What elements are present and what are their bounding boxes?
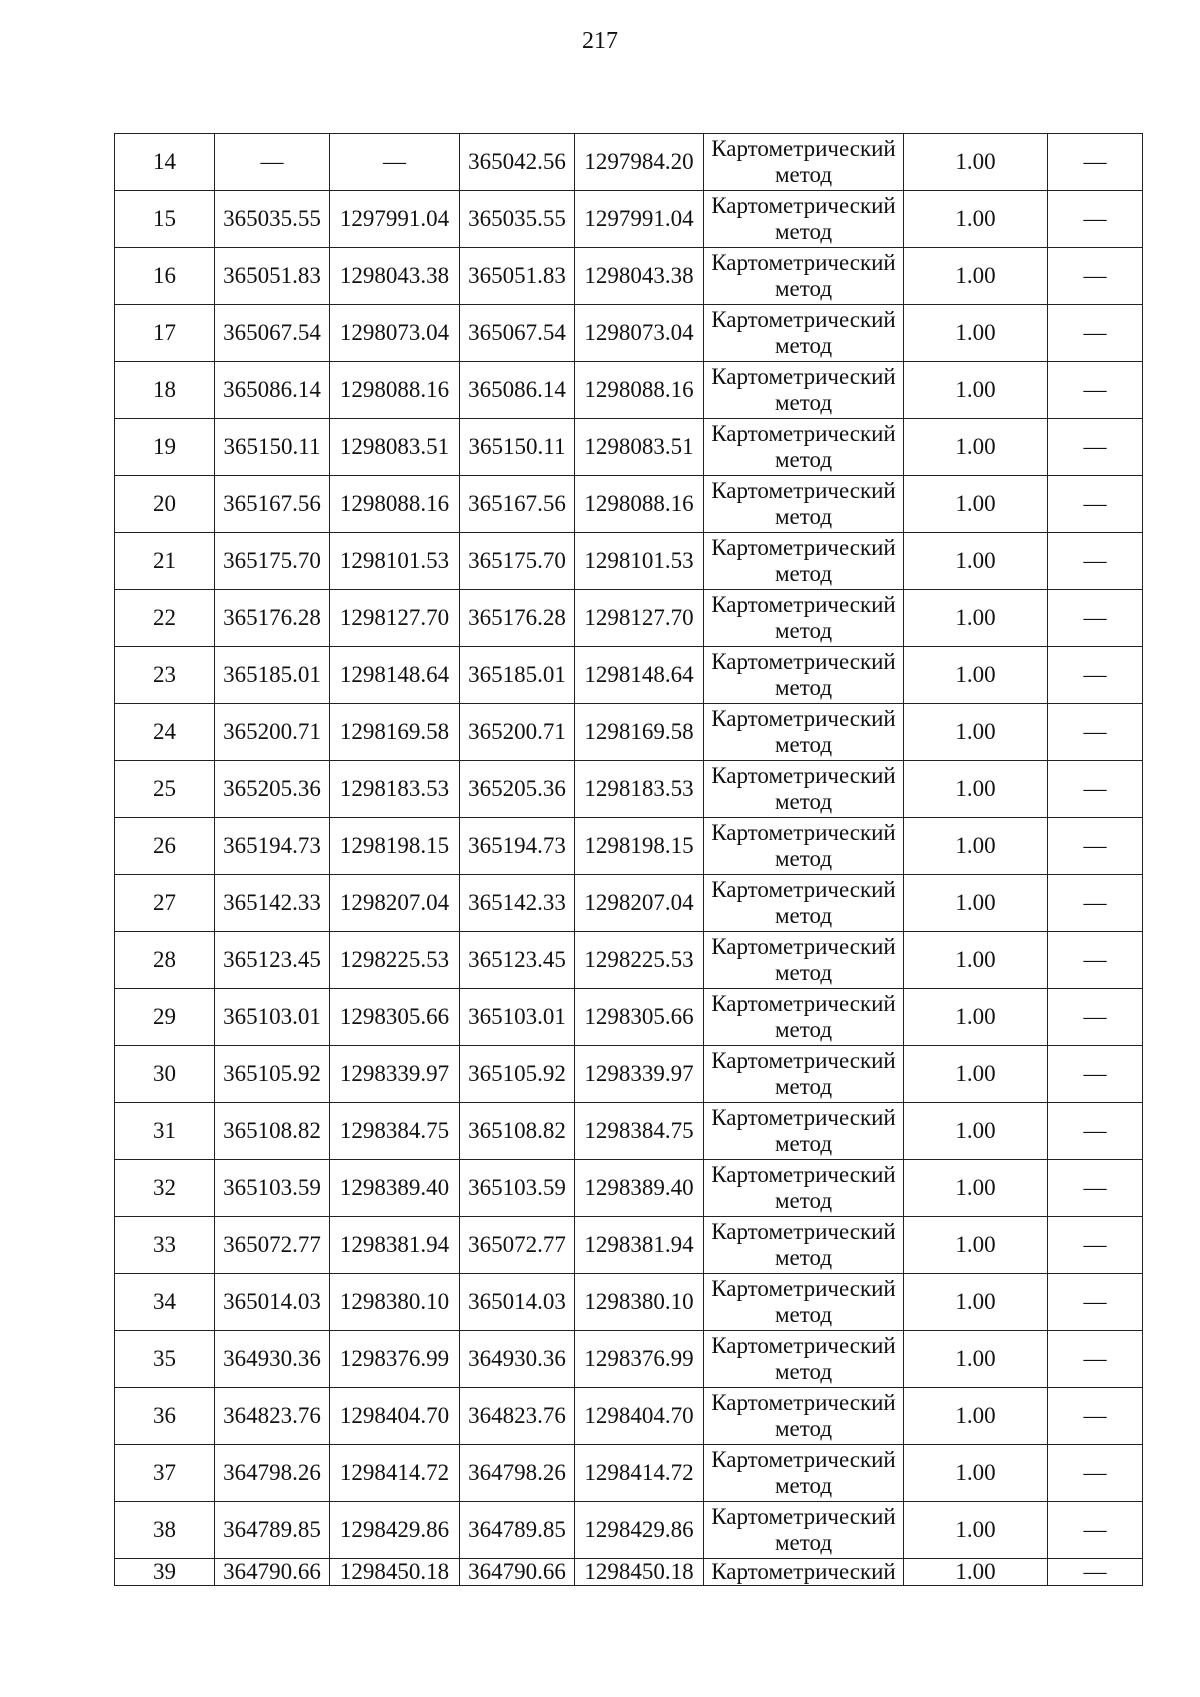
existing-x-cell: 365067.54: [215, 305, 330, 362]
new-y-cell: 1298169.58: [575, 704, 704, 761]
method-line-1: Картометрический: [711, 820, 896, 845]
existing-x-cell: 365103.01: [215, 989, 330, 1046]
method-line-1: Картометрический: [711, 1276, 896, 1301]
existing-y-cell: —: [330, 134, 460, 191]
method-cell: [704, 1103, 904, 1160]
point-number-cell: 21: [115, 533, 215, 590]
existing-x-cell: 365185.01: [215, 647, 330, 704]
new-y-cell: 1298339.97: [575, 1046, 704, 1103]
new-y-cell: 1298404.70: [575, 1388, 704, 1445]
table-row: [115, 248, 1143, 305]
new-x-cell: 365200.71: [460, 704, 575, 761]
existing-x-cell: 365142.33: [215, 875, 330, 932]
existing-y-cell: 1298127.70: [330, 590, 460, 647]
point-number-cell: 33: [115, 1217, 215, 1274]
method-line-1: Картометрический: [711, 136, 896, 161]
method-line-2: метод: [774, 846, 833, 871]
accuracy-cell: 1.00: [904, 818, 1048, 875]
new-y-cell: 1297991.04: [575, 191, 704, 248]
method-line-2: метод: [774, 1188, 833, 1213]
method-line-1: Картометрический: [711, 250, 896, 275]
method-cell: [704, 989, 904, 1046]
accuracy-cell: 1.00: [904, 590, 1048, 647]
new-x-cell: 365103.59: [460, 1160, 575, 1217]
table-row: [115, 1217, 1143, 1274]
existing-x-cell: 365205.36: [215, 761, 330, 818]
table-row: [115, 875, 1143, 932]
accuracy-cell: 1.00: [904, 704, 1048, 761]
method-line-1: Картометрический: [711, 592, 896, 617]
note-cell: —: [1048, 704, 1143, 761]
method-line-2: метод: [774, 504, 833, 529]
table-row: [115, 932, 1143, 989]
accuracy-cell: 1.00: [904, 1217, 1048, 1274]
accuracy-cell: 1.00: [904, 932, 1048, 989]
existing-y-cell: 1298404.70: [330, 1388, 460, 1445]
existing-y-cell: 1298148.64: [330, 647, 460, 704]
method-line-1: Картометрический: [711, 421, 896, 446]
new-x-cell: 364930.36: [460, 1331, 575, 1388]
note-cell: —: [1048, 134, 1143, 191]
new-y-cell: 1298043.38: [575, 248, 704, 305]
method-line-1: Картометрический: [711, 706, 896, 731]
existing-x-cell: 365103.59: [215, 1160, 330, 1217]
existing-x-cell: 365176.28: [215, 590, 330, 647]
existing-y-cell: 1298389.40: [330, 1160, 460, 1217]
existing-x-cell: 365051.83: [215, 248, 330, 305]
existing-y-cell: 1297991.04: [330, 191, 460, 248]
method-line-2: метод: [774, 1131, 833, 1156]
method-line-2: метод: [774, 447, 833, 472]
new-x-cell: 365167.56: [460, 476, 575, 533]
method-cell: [704, 305, 904, 362]
point-number-cell: 36: [115, 1388, 215, 1445]
new-y-cell: 1298101.53: [575, 533, 704, 590]
existing-x-cell: 365123.45: [215, 932, 330, 989]
existing-y-cell: 1298088.16: [330, 476, 460, 533]
point-number-cell: 34: [115, 1274, 215, 1331]
method-line-1: Картометрический: [711, 763, 896, 788]
method-line-1: Картометрический: [711, 535, 896, 560]
method-line-2: метод: [774, 390, 833, 415]
method-line-1: Картометрический: [711, 1504, 896, 1529]
method-line-1: Картометрический: [711, 1333, 896, 1358]
note-cell: —: [1048, 1502, 1143, 1559]
new-y-cell: 1298381.94: [575, 1217, 704, 1274]
point-number-cell: 15: [115, 191, 215, 248]
method-cell: [704, 590, 904, 647]
accuracy-cell: 1.00: [904, 191, 1048, 248]
method-line-2: метод: [774, 333, 833, 358]
new-y-cell: 1298376.99: [575, 1331, 704, 1388]
table-row: [115, 533, 1143, 590]
existing-x-cell: 364790.66: [215, 1559, 330, 1586]
note-cell: —: [1048, 419, 1143, 476]
coordinates-table: [114, 133, 1143, 1586]
method-line-2: метод: [774, 1473, 833, 1498]
method-line-2: метод: [774, 1017, 833, 1042]
accuracy-cell: 1.00: [904, 647, 1048, 704]
method-line-1: Картометрический: [711, 1105, 896, 1130]
table-row: [115, 134, 1143, 191]
point-number-cell: 35: [115, 1331, 215, 1388]
point-number-cell: 37: [115, 1445, 215, 1502]
method-cell: [704, 647, 904, 704]
method-cell: [704, 761, 904, 818]
method-line-1: Картометрический: [711, 991, 896, 1016]
table-row: [115, 989, 1143, 1046]
table-row: [115, 1046, 1143, 1103]
method-cell: [704, 362, 904, 419]
existing-y-cell: 1298043.38: [330, 248, 460, 305]
method-line-1: Картометрический: [711, 649, 896, 674]
note-cell: —: [1048, 932, 1143, 989]
new-y-cell: 1298389.40: [575, 1160, 704, 1217]
table-row: [115, 1445, 1143, 1502]
table-row: [115, 362, 1143, 419]
table-row: [115, 1160, 1143, 1217]
method-line-2: метод: [774, 618, 833, 643]
point-number-cell: 16: [115, 248, 215, 305]
method-line-2: метод: [774, 1359, 833, 1384]
table-body: [115, 134, 1143, 1586]
existing-y-cell: 1298083.51: [330, 419, 460, 476]
accuracy-cell: 1.00: [904, 989, 1048, 1046]
method-cell: [704, 1046, 904, 1103]
table-row: [115, 704, 1143, 761]
method-cell: [704, 932, 904, 989]
method-cell: [704, 1502, 904, 1559]
new-x-cell: 365086.14: [460, 362, 575, 419]
point-number-cell: 29: [115, 989, 215, 1046]
new-y-cell: 1298380.10: [575, 1274, 704, 1331]
existing-y-cell: 1298073.04: [330, 305, 460, 362]
existing-y-cell: 1298384.75: [330, 1103, 460, 1160]
new-x-cell: 365042.56: [460, 134, 575, 191]
existing-y-cell: 1298207.04: [330, 875, 460, 932]
note-cell: —: [1048, 590, 1143, 647]
existing-x-cell: 365175.70: [215, 533, 330, 590]
method-cell: [704, 1160, 904, 1217]
table-row: [115, 1103, 1143, 1160]
note-cell: —: [1048, 1103, 1143, 1160]
table-row: [115, 476, 1143, 533]
method-cell: [704, 134, 904, 191]
method-cell: [704, 1331, 904, 1388]
new-y-cell: 1298384.75: [575, 1103, 704, 1160]
method-line-2: метод: [774, 1245, 833, 1270]
existing-y-cell: 1298169.58: [330, 704, 460, 761]
accuracy-cell: 1.00: [904, 533, 1048, 590]
existing-y-cell: 1298305.66: [330, 989, 460, 1046]
existing-x-cell: 365086.14: [215, 362, 330, 419]
table-row: [115, 1274, 1143, 1331]
method-line-1: Картометрический: [711, 1447, 896, 1472]
accuracy-cell: 1.00: [904, 1445, 1048, 1502]
new-x-cell: 364789.85: [460, 1502, 575, 1559]
note-cell: —: [1048, 989, 1143, 1046]
method-line-2: метод: [774, 903, 833, 928]
accuracy-cell: 1.00: [904, 1103, 1048, 1160]
method-cell: [704, 1217, 904, 1274]
method-cell: [704, 191, 904, 248]
method-cell: [704, 1274, 904, 1331]
method-line-1: Картометрический: [711, 1048, 896, 1073]
point-number-cell: 17: [115, 305, 215, 362]
method-line-2: метод: [774, 162, 833, 187]
point-number-cell: 32: [115, 1160, 215, 1217]
new-y-cell: 1298127.70: [575, 590, 704, 647]
new-x-cell: 365142.33: [460, 875, 575, 932]
existing-x-cell: 365200.71: [215, 704, 330, 761]
point-number-cell: 25: [115, 761, 215, 818]
existing-x-cell: —: [215, 134, 330, 191]
new-y-cell: 1298414.72: [575, 1445, 704, 1502]
method-line-2: метод: [774, 732, 833, 757]
note-cell: —: [1048, 191, 1143, 248]
new-y-cell: 1298088.16: [575, 476, 704, 533]
method-line-1: Картометрический: [711, 877, 896, 902]
point-number-cell: 23: [115, 647, 215, 704]
note-cell: —: [1048, 1046, 1143, 1103]
new-x-cell: 365194.73: [460, 818, 575, 875]
accuracy-cell: 1.00: [904, 1559, 1048, 1586]
new-y-cell: 1298225.53: [575, 932, 704, 989]
table-row: [115, 191, 1143, 248]
method-cell: [704, 875, 904, 932]
accuracy-cell: 1.00: [904, 362, 1048, 419]
accuracy-cell: 1.00: [904, 419, 1048, 476]
point-number-cell: 19: [115, 419, 215, 476]
accuracy-cell: 1.00: [904, 875, 1048, 932]
existing-x-cell: 365167.56: [215, 476, 330, 533]
accuracy-cell: 1.00: [904, 1331, 1048, 1388]
method-line-2: метод: [774, 1302, 833, 1327]
existing-y-cell: 1298225.53: [330, 932, 460, 989]
note-cell: —: [1048, 1445, 1143, 1502]
new-x-cell: 365103.01: [460, 989, 575, 1046]
new-y-cell: 1298148.64: [575, 647, 704, 704]
table-row: [115, 590, 1143, 647]
note-cell: —: [1048, 248, 1143, 305]
accuracy-cell: 1.00: [904, 1046, 1048, 1103]
accuracy-cell: 1.00: [904, 248, 1048, 305]
existing-x-cell: 365014.03: [215, 1274, 330, 1331]
existing-x-cell: 365072.77: [215, 1217, 330, 1274]
method-cell: [704, 533, 904, 590]
new-y-cell: 1298088.16: [575, 362, 704, 419]
existing-y-cell: 1298414.72: [330, 1445, 460, 1502]
method-line-2: метод: [774, 1416, 833, 1441]
point-number-cell: 18: [115, 362, 215, 419]
method-line-2: метод: [774, 276, 833, 301]
page-number: 217: [582, 28, 618, 54]
method-cell: [704, 1388, 904, 1445]
existing-y-cell: 1298101.53: [330, 533, 460, 590]
note-cell: —: [1048, 533, 1143, 590]
table-row: [115, 647, 1143, 704]
accuracy-cell: 1.00: [904, 1160, 1048, 1217]
existing-y-cell: 1298429.86: [330, 1502, 460, 1559]
new-x-cell: 364798.26: [460, 1445, 575, 1502]
point-number-cell: 26: [115, 818, 215, 875]
existing-y-cell: 1298376.99: [330, 1331, 460, 1388]
note-cell: —: [1048, 476, 1143, 533]
point-number-cell: 24: [115, 704, 215, 761]
point-number-cell: 22: [115, 590, 215, 647]
method-cell: [704, 476, 904, 533]
new-y-cell: 1298450.18: [575, 1559, 704, 1586]
existing-x-cell: 364789.85: [215, 1502, 330, 1559]
point-number-cell: 20: [115, 476, 215, 533]
existing-x-cell: 365150.11: [215, 419, 330, 476]
new-x-cell: 364790.66: [460, 1559, 575, 1586]
table-row: [115, 761, 1143, 818]
new-x-cell: 365176.28: [460, 590, 575, 647]
accuracy-cell: 1.00: [904, 1388, 1048, 1445]
new-y-cell: 1298198.15: [575, 818, 704, 875]
new-x-cell: 365067.54: [460, 305, 575, 362]
table-row: [115, 419, 1143, 476]
method-line-1: Картометрический: [711, 364, 896, 389]
note-cell: —: [1048, 1274, 1143, 1331]
table-row: [115, 1388, 1143, 1445]
new-y-cell: 1298183.53: [575, 761, 704, 818]
existing-y-cell: 1298381.94: [330, 1217, 460, 1274]
method-cell: [704, 704, 904, 761]
new-x-cell: 364823.76: [460, 1388, 575, 1445]
accuracy-cell: 1.00: [904, 305, 1048, 362]
accuracy-cell: 1.00: [904, 476, 1048, 533]
method-line-1: Картометрический: [711, 934, 896, 959]
method-line-2: метод: [774, 1074, 833, 1099]
accuracy-cell: 1.00: [904, 761, 1048, 818]
note-cell: —: [1048, 362, 1143, 419]
existing-y-cell: 1298380.10: [330, 1274, 460, 1331]
point-number-cell: 30: [115, 1046, 215, 1103]
point-number-cell: 31: [115, 1103, 215, 1160]
new-y-cell: 1298305.66: [575, 989, 704, 1046]
table-row: [115, 1502, 1143, 1559]
existing-y-cell: 1298339.97: [330, 1046, 460, 1103]
table-row: [115, 1559, 1143, 1586]
new-x-cell: 365150.11: [460, 419, 575, 476]
new-x-cell: 365014.03: [460, 1274, 575, 1331]
new-x-cell: 365185.01: [460, 647, 575, 704]
method-line-2: метод: [774, 789, 833, 814]
existing-y-cell: 1298183.53: [330, 761, 460, 818]
note-cell: —: [1048, 647, 1143, 704]
method-line-1: Картометрический: [711, 1219, 896, 1244]
method-line-2: метод: [774, 1530, 833, 1555]
method-line-2: метод: [774, 675, 833, 700]
accuracy-cell: 1.00: [904, 1502, 1048, 1559]
new-x-cell: 365123.45: [460, 932, 575, 989]
note-cell: —: [1048, 818, 1143, 875]
new-y-cell: 1298083.51: [575, 419, 704, 476]
method-cell: [704, 818, 904, 875]
method-line-1: Картометрический: [711, 478, 896, 503]
method-line-2: метод: [774, 960, 833, 985]
existing-x-cell: 364930.36: [215, 1331, 330, 1388]
new-y-cell: 1297984.20: [575, 134, 704, 191]
method-cell: [704, 248, 904, 305]
new-y-cell: 1298073.04: [575, 305, 704, 362]
note-cell: —: [1048, 1331, 1143, 1388]
method-line-1: Картометрический: [711, 307, 896, 332]
method-cell: [704, 419, 904, 476]
note-cell: —: [1048, 1388, 1143, 1445]
table-row: [115, 305, 1143, 362]
method-line-2: метод: [774, 219, 833, 244]
table-row: [115, 1331, 1143, 1388]
point-number-cell: 14: [115, 134, 215, 191]
new-x-cell: 365035.55: [460, 191, 575, 248]
note-cell: —: [1048, 305, 1143, 362]
existing-y-cell: 1298088.16: [330, 362, 460, 419]
new-x-cell: 365175.70: [460, 533, 575, 590]
new-x-cell: 365105.92: [460, 1046, 575, 1103]
existing-y-cell: 1298198.15: [330, 818, 460, 875]
note-cell: —: [1048, 761, 1143, 818]
method-line-2: метод: [774, 561, 833, 586]
point-number-cell: 38: [115, 1502, 215, 1559]
note-cell: —: [1048, 875, 1143, 932]
existing-x-cell: 365105.92: [215, 1046, 330, 1103]
existing-x-cell: 364798.26: [215, 1445, 330, 1502]
method-cell: [704, 1559, 904, 1586]
existing-x-cell: 365194.73: [215, 818, 330, 875]
method-cell: [704, 1445, 904, 1502]
new-x-cell: 365205.36: [460, 761, 575, 818]
new-x-cell: 365051.83: [460, 248, 575, 305]
existing-x-cell: 365035.55: [215, 191, 330, 248]
accuracy-cell: 1.00: [904, 1274, 1048, 1331]
method-line-1: Картометрический: [711, 1559, 896, 1584]
new-y-cell: 1298429.86: [575, 1502, 704, 1559]
new-x-cell: 365072.77: [460, 1217, 575, 1274]
note-cell: —: [1048, 1160, 1143, 1217]
existing-x-cell: 364823.76: [215, 1388, 330, 1445]
accuracy-cell: 1.00: [904, 134, 1048, 191]
existing-x-cell: 365108.82: [215, 1103, 330, 1160]
note-cell: —: [1048, 1217, 1143, 1274]
table-row: [115, 818, 1143, 875]
point-number-cell: 28: [115, 932, 215, 989]
point-number-cell: 39: [115, 1559, 215, 1586]
method-line-1: Картометрический: [711, 1390, 896, 1415]
method-line-1: Картометрический: [711, 1162, 896, 1187]
new-x-cell: 365108.82: [460, 1103, 575, 1160]
existing-y-cell: 1298450.18: [330, 1559, 460, 1586]
new-y-cell: 1298207.04: [575, 875, 704, 932]
point-number-cell: 27: [115, 875, 215, 932]
method-line-1: Картометрический: [711, 193, 896, 218]
note-cell: —: [1048, 1559, 1143, 1586]
